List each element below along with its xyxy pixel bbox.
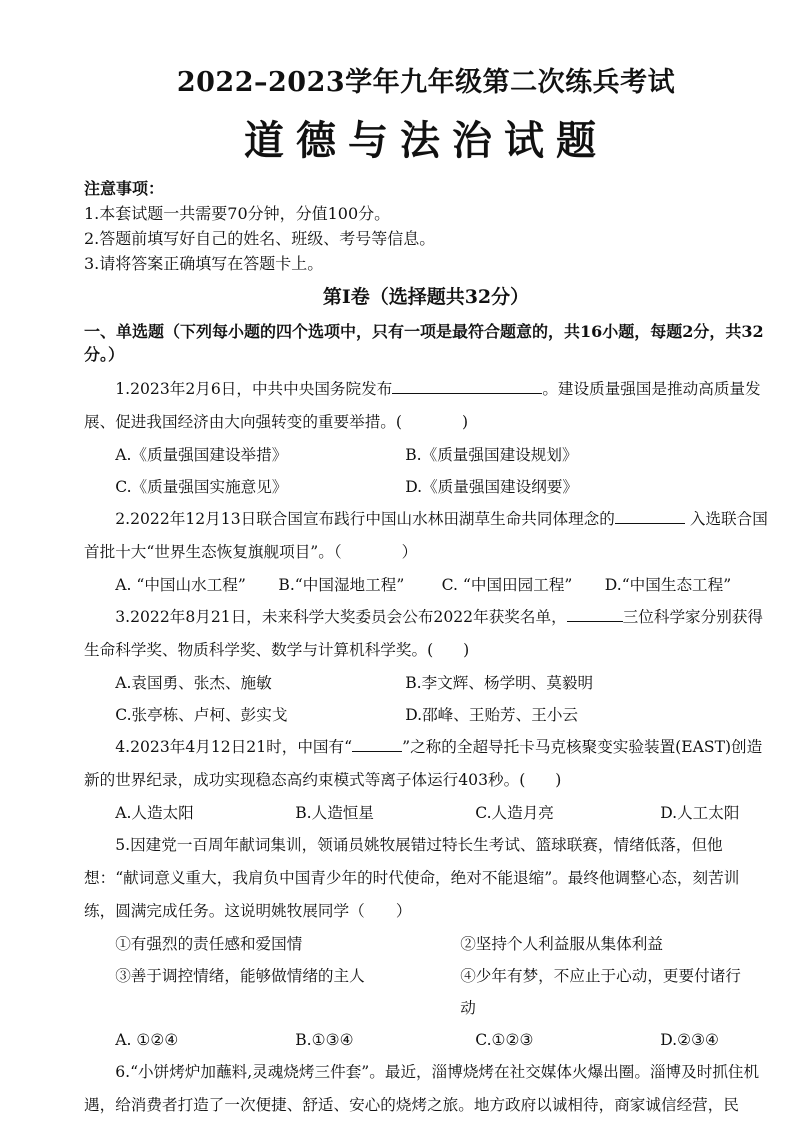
statement-4: ④少年有梦，不应止于心动，更要付诸行动 <box>460 967 741 1017</box>
section-heading: 一、单选题（下列每小题的四个选项中，只有一项是最符合题意的，共16小题，每题2分，共32分。） <box>84 322 764 364</box>
statement-2: ②坚持个人利益服从集体利益 <box>460 935 663 953</box>
option-d: D.邵峰、王贻芳、王小云 <box>405 706 579 724</box>
question-1-options <box>84 471 768 503</box>
question-3-text-a: 3.2022年8月21日，未来科学大奖委员会公布2022年获奖名单， <box>115 608 567 626</box>
question-4-stem <box>84 731 768 797</box>
option-a: A. ①②④ <box>115 1031 179 1049</box>
notice-item: 2.答题前填写好自己的姓名、班级、考号等信息。 <box>84 229 436 248</box>
option-a: A.《质量强国建设举措》 <box>115 446 288 464</box>
answer-blank <box>352 735 402 752</box>
option-d: D.“中国生态工程” <box>604 576 732 594</box>
subject-title: 道德与法治试题 <box>244 117 608 164</box>
option-b: B.李文辉、杨学明、莫毅明 <box>405 674 594 692</box>
notice-item: 1.本套试题一共需要70分钟，分值100分。 <box>84 204 391 223</box>
option-c: C. “中国田园工程” <box>441 576 573 594</box>
question-2-stem <box>84 503 768 569</box>
question-2-text-c: ） <box>401 543 418 561</box>
question-5-stem: 5.因建党一百周年献词集训，领诵员姚牧展错过特长生考试、篮球联赛，情绪低落，但他想：“献词意义重大，我肩负中国青少年的时代使命，绝对不能退缩”。最终他调整心态，刻苦训练，圆满完成任务。这说明姚牧展同学（ ） <box>84 836 740 920</box>
option-d: D.人工太阳 <box>660 804 740 822</box>
part-title: 第Ⅰ卷（选择题共32分） <box>322 286 530 308</box>
question-1-stem <box>84 373 768 439</box>
statement-1: ①有强烈的责任感和爱国情 <box>115 935 303 953</box>
option-a: A.人造太阳 <box>115 804 194 822</box>
notice-block <box>84 176 768 276</box>
statement-3: ③善于调控情绪，能够做情绪的主人 <box>115 967 365 985</box>
option-b: B.人造恒星 <box>295 804 374 822</box>
question-2-text-b: 入选联合国首批十大“世界生态恢复旗舰项目”。（ <box>84 510 768 561</box>
question-3-text-c: ) <box>463 641 470 659</box>
question-1-text-b: 。建设质量强国是推动高质量发展、促进我国经济由大向强转变的重要举措。( <box>84 380 761 431</box>
option-c: C.①②③ <box>475 1031 534 1049</box>
option-d: D.②③④ <box>660 1031 720 1049</box>
question-3-options <box>84 699 768 731</box>
notice-item: 3.请将答案正确填写在答题卡上。 <box>84 254 324 273</box>
question-2-options <box>84 569 768 601</box>
question-1-text-c: ) <box>461 413 469 431</box>
option-a: A. “中国山水工程” <box>115 576 246 594</box>
question-4-text-c: ) <box>555 771 562 789</box>
option-b: B.《质量强国建设规划》 <box>405 446 578 464</box>
option-d: D.《质量强国建设纲要》 <box>405 478 579 496</box>
option-c: C.人造月亮 <box>475 804 554 822</box>
question-1-options <box>84 439 768 471</box>
question-3-stem <box>84 601 768 667</box>
question-2-text-a: 2.2022年12月13日联合国宣布践行中国山水林田湖草生命共同体理念的 <box>115 510 615 528</box>
question-3-text-b: 三位科学家分别获得生命科学奖、物质科学奖、数学与计算机科学奖。( <box>84 608 764 659</box>
question-6-stem: 6.“小饼烤炉加蘸料,灵魂烧烤三件套”。最近，淄博烧烤在社交媒体火爆出圈。淄博及时抓住机遇，给消费者打造了一次便捷、舒适、安心的烧烤之旅。地方政府以诚相待，商家诚信经营，民 <box>84 1063 760 1114</box>
notice-heading: 注意事项： <box>84 179 165 198</box>
option-b: B.“中国湿地工程” <box>278 576 405 594</box>
question-4-text-b: ”之称的全超导托卡马克核聚变实验装置(EAST)创造新的世界纪录，成功实现稳态高约束模式等离子体运行403秒。( <box>84 738 763 789</box>
question-5-options <box>84 1024 768 1056</box>
question-4-options <box>84 797 768 829</box>
option-b: B.①③④ <box>295 1031 354 1049</box>
answer-blank <box>615 507 685 524</box>
question-4-text-a: 4.2023年4月12日21时，中国有“ <box>115 738 353 756</box>
answer-blank <box>392 377 542 394</box>
option-c: C.《质量强国实施意见》 <box>115 478 288 496</box>
question-1-text-a: 1.2023年2月6日，中共中央国务院发布 <box>115 380 393 398</box>
option-a: A.袁国勇、张杰、施敏 <box>115 674 272 692</box>
option-c: C.张亭栋、卢柯、彭实戈 <box>115 706 288 724</box>
question-5-statements <box>84 928 768 960</box>
question-3-options <box>84 667 768 699</box>
question-5-statements <box>84 960 768 1024</box>
exam-title: 2022–2023学年九年级第二次练兵考试 <box>176 67 676 98</box>
answer-blank <box>567 605 623 622</box>
